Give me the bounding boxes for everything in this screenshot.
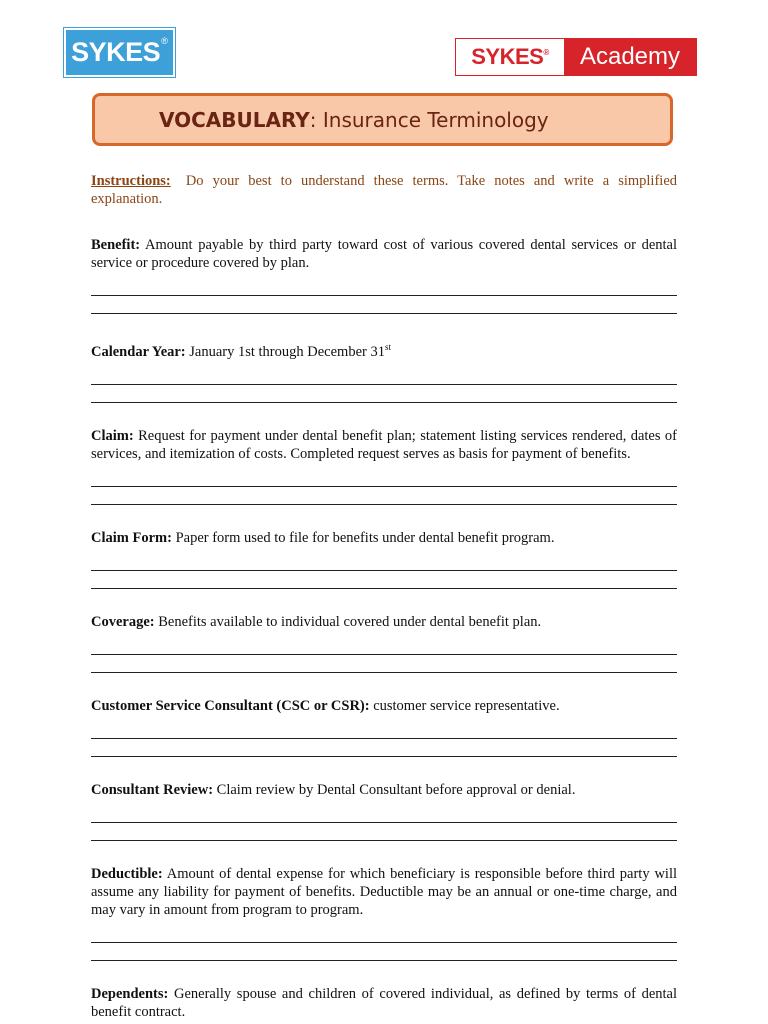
sykes-academy-logo — [455, 38, 697, 76]
term-text — [91, 529, 677, 547]
note-line[interactable] — [91, 296, 677, 314]
sykes-academy-word: Academy — [564, 39, 696, 75]
note-lines[interactable] — [91, 805, 677, 841]
sykes-logo — [64, 28, 175, 77]
note-line[interactable] — [91, 553, 677, 571]
term-label: Customer Service Consultant (CSC or CSR): — [91, 697, 370, 714]
note-lines[interactable] — [91, 637, 677, 673]
note-line[interactable] — [91, 823, 677, 841]
term-label: Benefit: — [91, 237, 141, 253]
term-entry — [91, 529, 677, 589]
sykes-logo-text: SYKES — [71, 37, 161, 67]
document-body — [91, 172, 677, 1021]
term-definition: Generally spouse and children of covered individual, as defined by terms of dental benefit contract. — [91, 985, 678, 1020]
instructions-label: Instructions: — [91, 173, 171, 189]
note-line[interactable] — [91, 385, 677, 403]
term-definition: Claim review by Dental Consultant before approval or denial. — [216, 781, 576, 798]
note-lines[interactable] — [91, 553, 677, 589]
note-line[interactable] — [91, 739, 677, 757]
term-text — [91, 697, 677, 715]
term-definition: Request for payment under dental benefit plan; statement listing services rendered, dates of services, and itemization of costs. Completed request serves as basis for payment of benefits. — [91, 427, 678, 462]
term-definition: January 1st through December 31 — [189, 343, 385, 360]
term-entry — [91, 338, 677, 403]
note-line[interactable] — [91, 943, 677, 961]
sykes-logo-mark: ® — [161, 36, 168, 46]
term-superscript: st — [384, 342, 391, 352]
note-line[interactable] — [91, 805, 677, 823]
sykes-academy-brand-mark: ® — [543, 47, 549, 57]
note-line[interactable] — [91, 571, 677, 589]
term-label: Dependents: — [91, 985, 169, 1002]
term-entry — [91, 613, 677, 673]
term-text — [91, 613, 677, 631]
term-entry — [91, 781, 677, 841]
term-entry — [91, 985, 677, 1021]
term-label: Claim: — [91, 427, 134, 444]
note-line[interactable] — [91, 655, 677, 673]
note-line[interactable] — [91, 925, 677, 943]
term-label: Consultant Review: — [91, 781, 214, 798]
note-lines[interactable] — [91, 278, 677, 314]
term-label: Deductible: — [91, 865, 163, 882]
term-label: Coverage: — [91, 613, 155, 630]
note-line[interactable] — [91, 637, 677, 655]
term-entry — [91, 865, 677, 961]
term-definition: Paper form used to file for benefits under dental benefit program. — [175, 529, 555, 546]
term-text — [91, 236, 677, 272]
page-title-rest: : Insurance Terminology — [309, 107, 549, 132]
note-lines[interactable] — [91, 721, 677, 757]
note-line[interactable] — [91, 278, 677, 296]
instructions-text: Do your best to understand these terms. Take notes and write a simplified explanation. — [91, 173, 678, 207]
sykes-academy-brand — [456, 39, 564, 75]
term-label: Calendar Year: — [91, 343, 186, 360]
terms-list — [91, 236, 677, 1021]
term-definition: customer service representative. — [373, 697, 560, 714]
note-lines[interactable] — [91, 925, 677, 961]
note-lines[interactable] — [91, 469, 677, 505]
term-entry — [91, 236, 677, 314]
term-entry — [91, 697, 677, 757]
term-definition: Amount payable by third party toward cost of various covered dental services or dental service or procedure covered by plan. — [91, 237, 678, 271]
term-entry — [91, 427, 677, 505]
note-line[interactable] — [91, 469, 677, 487]
term-text — [91, 427, 677, 463]
term-text — [91, 865, 677, 919]
page-title-bold: VOCABULARY — [159, 107, 310, 132]
note-line[interactable] — [91, 367, 677, 385]
term-text — [91, 985, 677, 1021]
note-line[interactable] — [91, 487, 677, 505]
sykes-academy-brand-text: SYKES — [471, 44, 544, 69]
note-line[interactable] — [91, 721, 677, 739]
term-label: Claim Form: — [91, 529, 172, 546]
term-text — [91, 781, 677, 799]
page-title — [92, 93, 673, 146]
note-lines[interactable] — [91, 367, 677, 403]
term-definition: Amount of dental expense for which beneficiary is responsible before third party will assume any liability for payment of benefits. Deductible may be an annual or one-time charge, and may vary in amount from program to program. — [91, 865, 678, 918]
term-text — [91, 338, 677, 361]
instructions — [91, 172, 677, 208]
term-definition: Benefits available to individual covered under dental benefit plan. — [158, 613, 542, 630]
